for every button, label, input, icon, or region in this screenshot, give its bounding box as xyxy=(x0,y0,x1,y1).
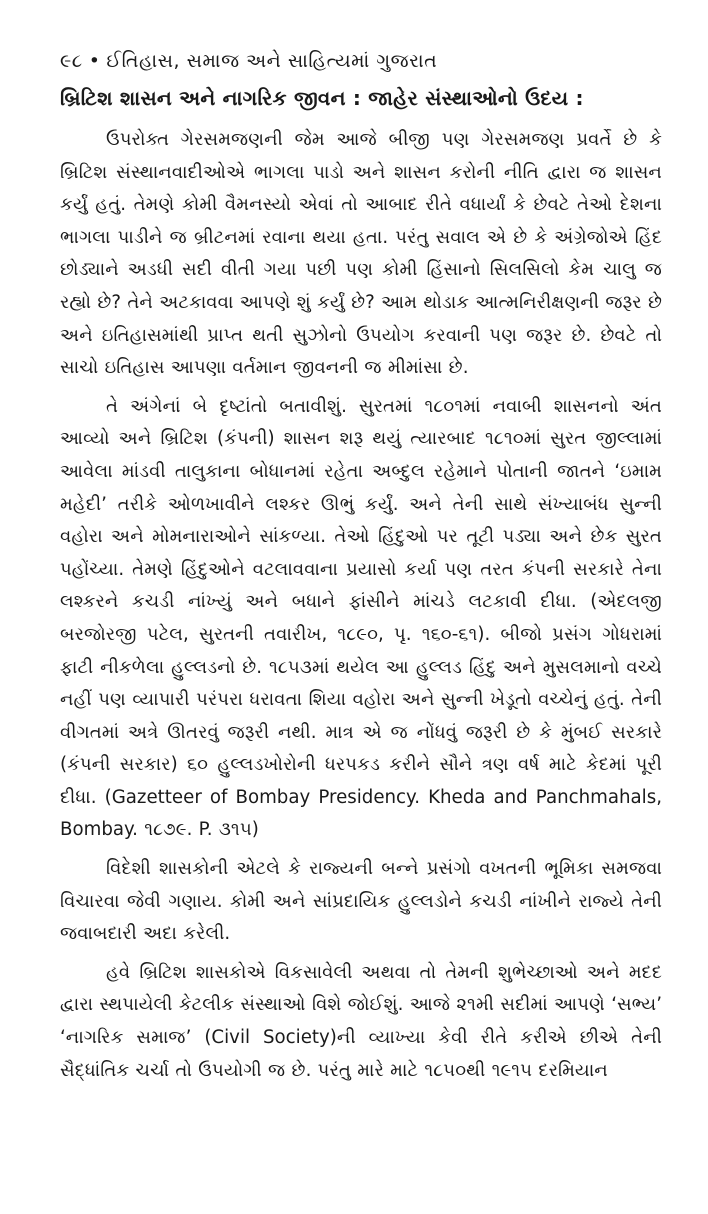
paragraph: વિદેશી શાસકોની એટલે કે રાજ્યની બન્ને પ્રસંગો વખતની ભૂમિકા સમજવા વિચારવા જેવી ગણાય. કોમી અને સાંપ્રદાયિક હુલ્લડોને કચડી નાંખીને રાજ્યે તેની જવાબદારી અદા કરેલી. xyxy=(60,858,662,945)
paragraph: તે અંગેનાં બે દૃષ્ટાંતો બતાવીશું. સુરતમાં ૧૮૦૧માં નવાબી શાસનનો અંત આવ્યો અને બ્રિટિશ (કંપની) શાસન શરૂ થયું ત્યારબાદ ૧૮૧૦માં સુરત જીલ્લામાં આવેલા માંડવી તાલુકાના બોધાનમાં રહેતા અબ્દુલ રહેમાને પોતાની જાતને ‘ઇમામ મહેદી’ તરીકે ઓળખાવીને લશ્કર ઊભું કર્યું. અને તેની સાથે સંખ્યાબંધ સુન્ની વહોરા અને મોમનારાઓને સાંકળ્યા. તેઓ હિંદુઓ પર તૂટી પડ્યા અને છેક સુરત પહોંચ્યા. તેમણે હિંદુઓને વટલાવવાના પ્રયાસો કર્યા પણ તરત કંપની સરકારે તેના લશ્કરને કચડી નાંખ્યું અને બધાને ફાંસીને માંચડે લટકાવી દીધા. (એદલજી બરજોરજી પટેલ, સુરતની તવારીખ, ૧૮૯૦, પૃ. ૧૬૦-૬૧). બીજો પ્રસંગ ગોધરામાં ફાટી નીકળેલા હુલ્લડનો છે. ૧૮૫૩માં થયેલ આ હુલ્લડ હિંદુ અને મુસલમાનો વચ્ચે નહીં પણ વ્યાપારી પરંપરા ધરાવતા શિયા વહોરા અને સુન્ની ખેડૂતો વચ્ચેનું હતું. તેની વીગતમાં અત્રે ઊતરવું જરૂરી નથી. માત્ર એ જ નોંધવું જરૂરી છે કે મુંબઈ સરકારે (કંપની સરકાર) ૬૦ હુલ્લડખોરોની ધરપકડ કરીને સૌને ત્રણ વર્ષ માટે કેદમાં પૂરી દીધા. (Gazetteer of Bombay Presidency. Kheda and Panchmahals, Bombay. ૧૮૭૯. P. ૩૧૫) xyxy=(60,395,662,841)
section-title: બ્રિટિશ શાસન અને નાગરિક જીવન : જાહેર સંસ્થાઓનો ઉદય : xyxy=(60,86,584,110)
paragraph: હવે બ્રિટિશ શાસકોએ વિકસાવેલી અથવા તો તેમની શુભેચ્છાઓ અને મદદ દ્વારા સ્થપાયેલી કેટલીક સંસ્થાઓ વિશે જોઈશું. આજે ૨૧મી સદીમાં આપણે ‘સભ્ય’ ‘નાગરિક સમાજ’ (Civil Society)ની વ્યાખ્યા કેવી રીતે કરીએ છીએ તેની સૈદ્ધાંતિક ચર્ચા તો ઉપયોગી જ છે. પરંતુ મારે માટે ૧૮૫૦થી ૧૯૧૫ દરમિયાન xyxy=(60,961,662,1081)
paragraph: ઉપરોક્ત ગેરસમજણની જેમ આજે બીજી પણ ગેરસમજણ પ્રવર્તે છે કે બ્રિટિશ સંસ્થાનવાદીઓએ ભાગલા પાડો અને શાસન કરોની નીતિ દ્વારા જ શાસન કર્યું હતું. તેમણે કોમી વૈમનસ્યો એવાં તો આબાદ રીતે વધાર્યાં કે છેવટે તેઓ દેશના ભાગલા પાડીને જ બ્રીટનમાં રવાના થયા હતા. પરંતુ સવાલ એ છે કે અંગ્રેજોએ હિંદ છોડ્યાને અડધી સદી વીતી ગયા પછી પણ કોમી હિંસાનો સિલસિલો કેમ ચાલુ જ રહ્યો છે? તેને અટકાવવા આપણે શું કર્યું છે? આમ થોડાક આત્મનિરીક્ષણની જરૂર છે અને ઇતિહાસમાંથી પ્રાપ્ત થતી સુઝોનો ઉપયોગ કરવાની પણ જરૂર છે. છેવટે તો સાચો ઇતિહાસ આપણા વર્તમાન જીવનની જ મીમાંસા છે. xyxy=(60,129,662,379)
running-head xyxy=(60,50,662,72)
book-title: ઈતિહાસ, સમાજ અને સાહિત્યમાં ગુજરાત xyxy=(106,50,438,72)
bullet-separator: • xyxy=(88,50,101,72)
page-number: ૯૮ xyxy=(60,50,83,72)
